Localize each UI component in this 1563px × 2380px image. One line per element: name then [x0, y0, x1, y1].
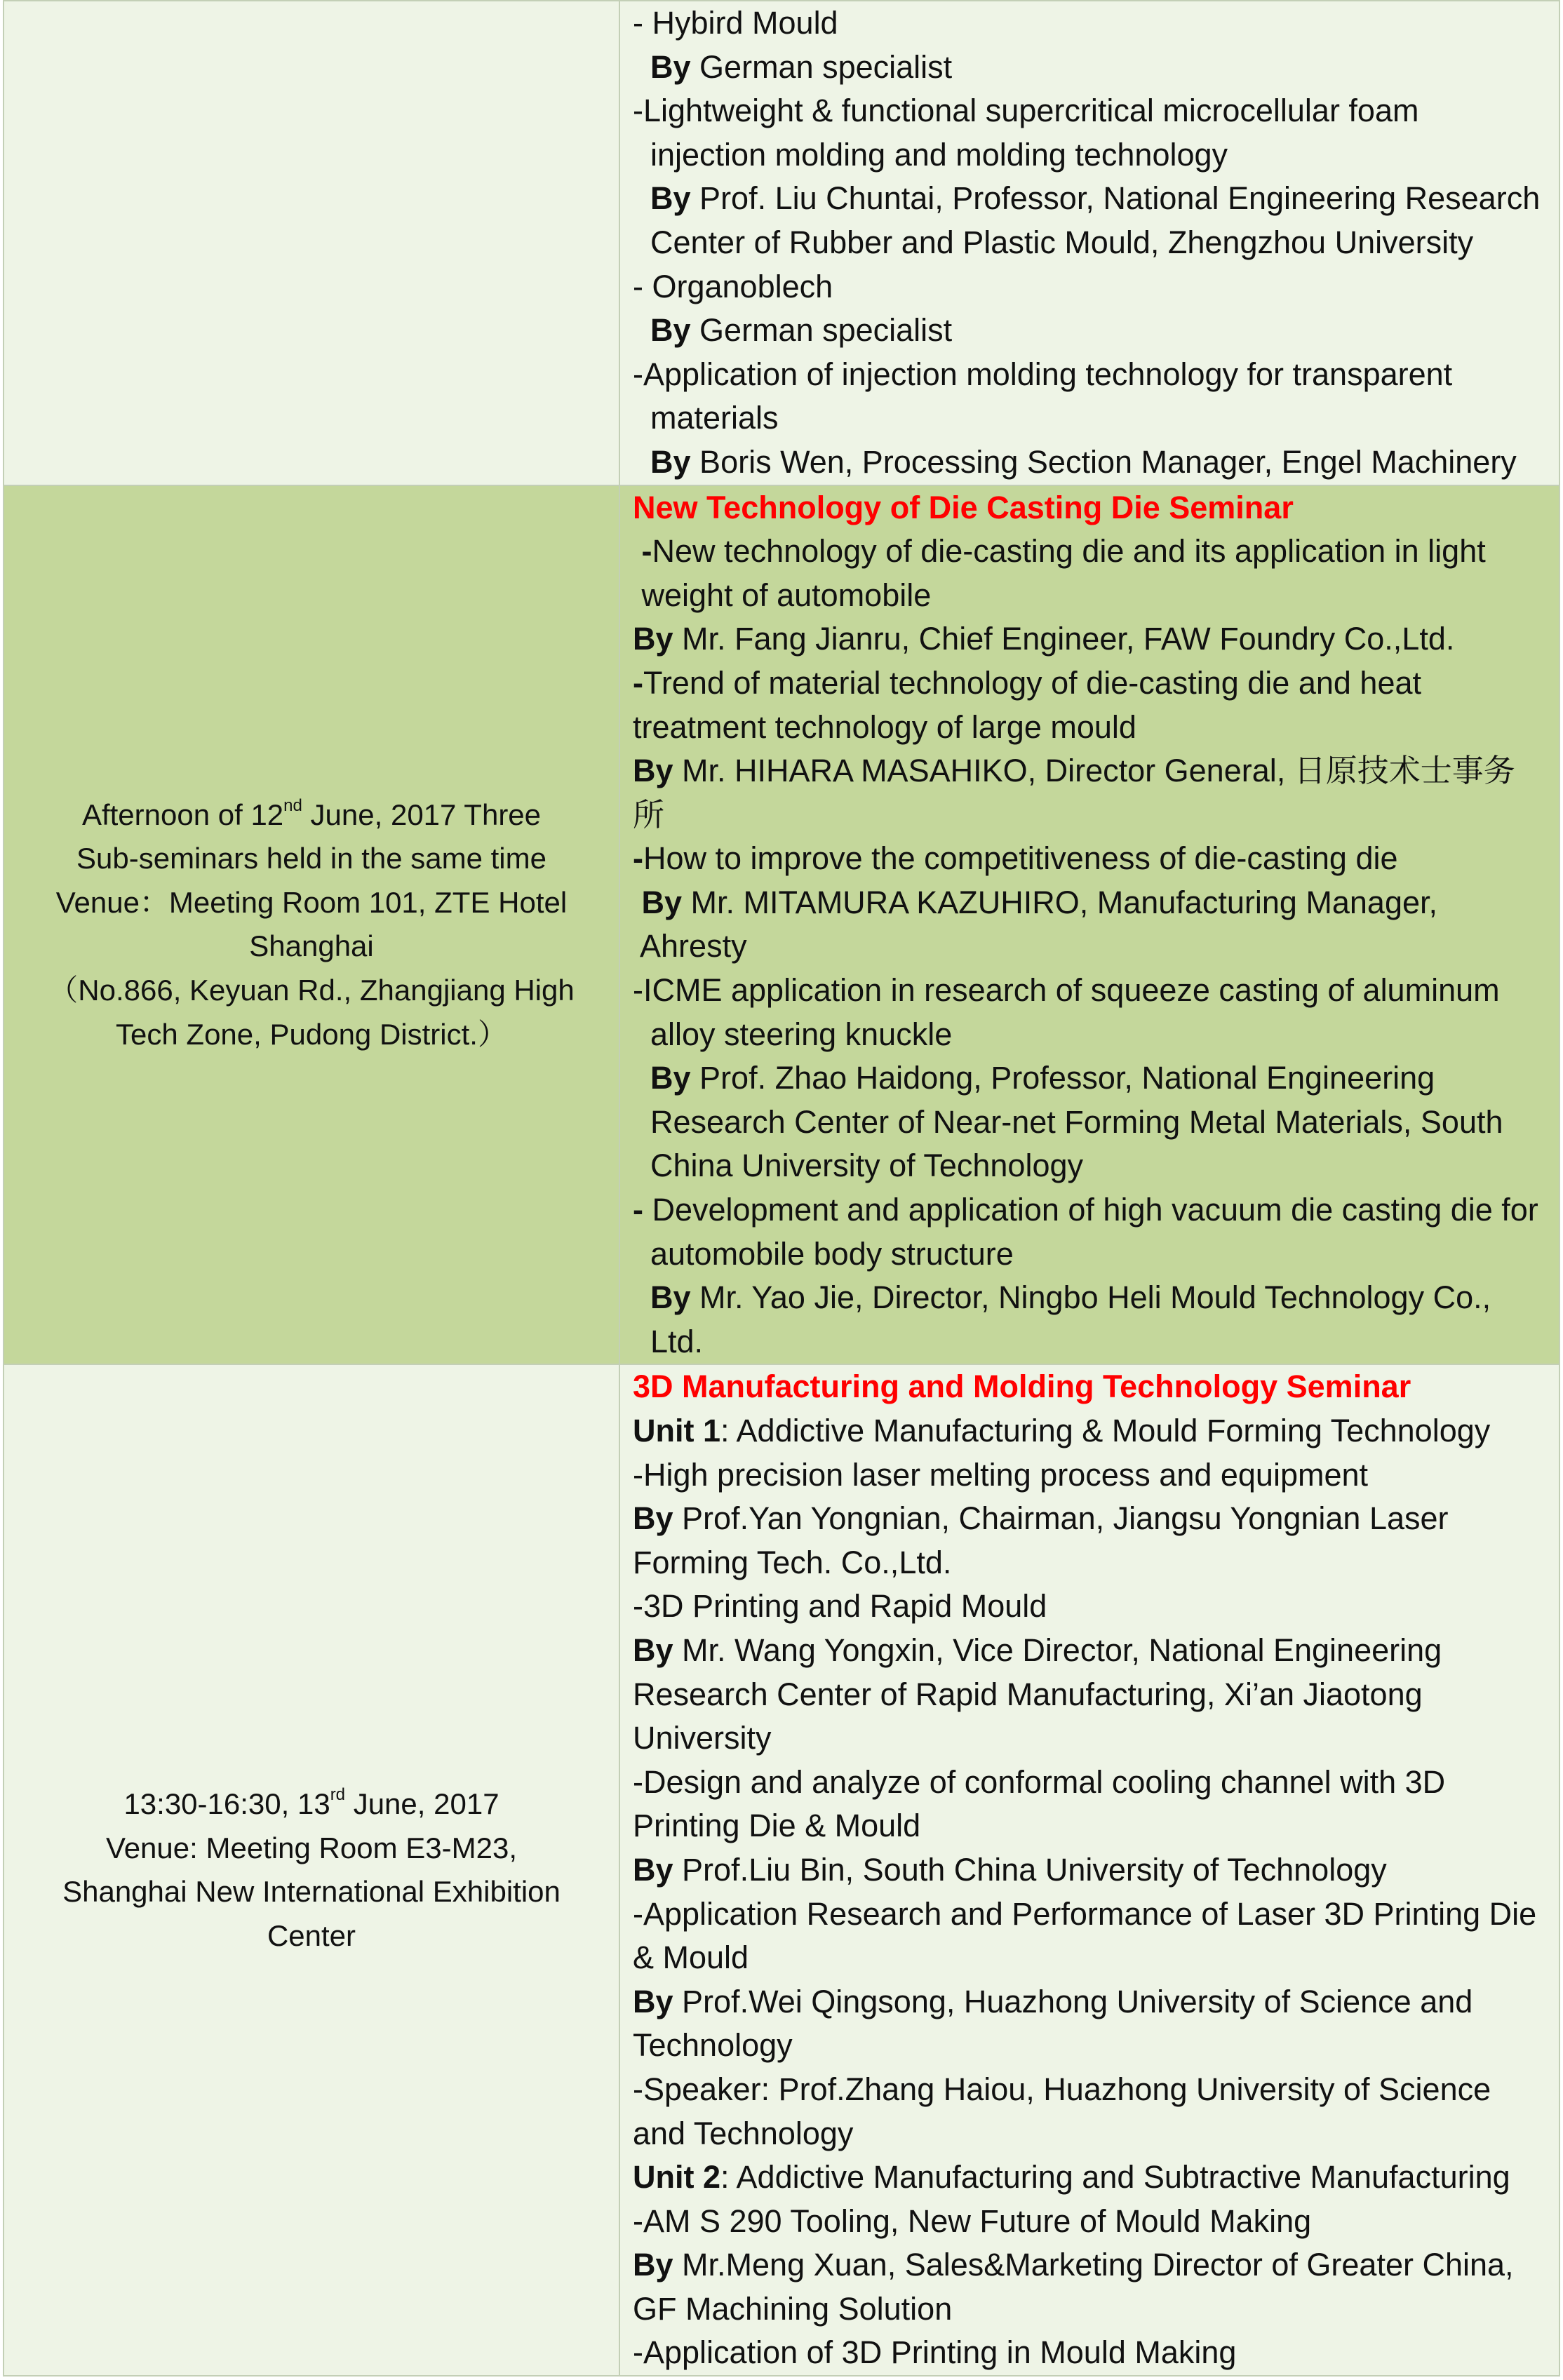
ordinal-suffix: nd [283, 795, 302, 815]
program-line [633, 1980, 1552, 2024]
line-indent [633, 49, 650, 85]
talk-text: German specialist [690, 312, 953, 349]
program-line [633, 177, 1552, 221]
talk-text: & Mould [633, 1939, 749, 1976]
program-line [633, 1453, 1552, 1498]
program-line [633, 1056, 1552, 1101]
talk-text: Ahresty [633, 928, 747, 964]
program-line [633, 2243, 1552, 2287]
talk-text: University [633, 1720, 772, 1756]
line-indent [633, 180, 650, 216]
by-label: By [650, 312, 691, 349]
program-line [633, 574, 1552, 618]
talk-text: -Lightweight & functional supercritical microcellular foam [633, 93, 1419, 129]
by-label: By [633, 1500, 673, 1537]
program-line [633, 1, 1552, 46]
program-line [633, 46, 1552, 90]
seminar-heading: 3D Manufacturing and Molding Technology Seminar [633, 1369, 1411, 1405]
program-line [633, 89, 1552, 133]
program-line [633, 1541, 1552, 1585]
talk-text: Mr. Fang Jianru, Chief Engineer, FAW Foundry Co.,Ltd. [673, 621, 1455, 657]
by-label: By [650, 180, 691, 217]
talk-text: Mr. HIHARA MASAHIKO, Director General, 日原技术士事务 [673, 753, 1515, 789]
talk-text: Research Center of Near-net Forming Metal Materials, South [633, 1103, 1503, 1140]
talk-text: and Technology [633, 2115, 854, 2151]
by-label: By [633, 1983, 673, 2019]
program-line [633, 441, 1552, 485]
program-line [633, 2287, 1552, 2332]
talk-text: : Addictive Manufacturing and Subtractive Manufacturing [720, 2159, 1510, 2196]
talk-text: injection molding and molding technology [633, 136, 1228, 173]
program-line [633, 1936, 1552, 1980]
talk-text: Technology [633, 2027, 793, 2064]
session-info-text: 13:30-16:30, 13 [123, 1787, 330, 1821]
talk-text: Prof.Yan Yongnian, Chairman, Jiangsu Yongnian Laser [673, 1500, 1449, 1537]
talk-text: Forming Tech. Co.,Ltd. [633, 1544, 952, 1580]
unit-label: Unit 1 [633, 1413, 721, 1448]
program-line [633, 1848, 1552, 1892]
session-info-line [11, 1827, 612, 1871]
by-label: By [650, 1279, 691, 1316]
schedule-body [4, 1, 1559, 2376]
bullet-dash: - [633, 664, 643, 701]
talk-text: German specialist [690, 48, 953, 85]
talk-text: Development and application of high vacuum die casting die for [643, 1192, 1538, 1228]
talk-text: Prof.Liu Bin, South China University of Technology [673, 1851, 1387, 1888]
by-label: By [633, 1851, 673, 1888]
session-info-cell [4, 485, 619, 1365]
program-line [633, 1232, 1552, 1277]
session-info-line [11, 925, 612, 969]
program-line [633, 969, 1552, 1013]
talk-text: Prof. Zhao Haidong, Professor, National Engineering [690, 1060, 1435, 1096]
program-line [633, 1409, 1552, 1453]
talk-text: Mr. Yao Jie, Director, Ningbo Heli Mould Technology Co., [690, 1279, 1491, 1316]
program-line [633, 1101, 1552, 1145]
session-info-cell [4, 1364, 619, 2376]
talk-text: treatment technology of large mould [633, 708, 1136, 745]
program-cell [619, 1, 1559, 485]
bullet-dash: - [633, 1192, 643, 1228]
program-line [633, 530, 1552, 574]
program-line [633, 1144, 1552, 1188]
by-label: By [633, 2247, 673, 2283]
program-line [633, 925, 1552, 969]
talk-text: How to improve the competitiveness of die-casting die [643, 840, 1398, 877]
session-info-text: Venue：Meeting Room 101, ZTE Hotel [55, 885, 568, 919]
program-line [633, 1320, 1552, 1364]
talk-text: Mr.Meng Xuan, Sales&Marketing Director of Greater China, [673, 2247, 1514, 2283]
talk-text: Boris Wen, Processing Section Manager, Engel Machinery [690, 443, 1517, 480]
talk-text: Mr. Wang Yongxin, Vice Director, National Engineering [673, 1632, 1442, 1668]
line-indent [633, 885, 642, 920]
talk-text: 所 [633, 796, 665, 833]
program-line [633, 2024, 1552, 2068]
program-line [633, 706, 1552, 750]
schedule-row [4, 1, 1559, 485]
talk-text: weight of automobile [633, 577, 932, 613]
session-info-text: Afternoon of 12 [81, 798, 284, 831]
schedule-row [4, 1364, 1559, 2376]
program-line [633, 1673, 1552, 1717]
session-info-line [11, 837, 612, 881]
talk-text: - Hybird Mould [633, 5, 838, 41]
program-line [633, 837, 1552, 881]
line-indent [633, 312, 650, 348]
session-info-text: Sub-seminars held in the same time [76, 842, 546, 875]
seminar-title [633, 1365, 1552, 1409]
by-label: By [650, 1060, 691, 1096]
session-info-line [11, 1870, 612, 1914]
talk-text: GF Machining Solution [633, 2290, 953, 2327]
program-line [633, 661, 1552, 706]
session-info-text: （No.866, Keyuan Rd., Zhangjiang High [48, 974, 575, 1007]
seminar-heading: New Technology of Die Casting Die Seminar [633, 489, 1294, 525]
talk-text: -Design and analyze of conformal cooling channel with 3D [633, 1763, 1446, 1800]
talk-text: -ICME application in research of squeeze casting of aluminum [633, 972, 1500, 1009]
program-line [633, 2200, 1552, 2244]
talk-text: Center of Rubber and Plastic Mould, Zhengzhou University [633, 224, 1474, 260]
session-info-text: Tech Zone, Pudong District.） [116, 1017, 507, 1051]
program-line [633, 1716, 1552, 1761]
schedule-table [3, 0, 1560, 2376]
talk-text: Mr. MITAMURA KAZUHIRO, Manufacturing Manager, [682, 884, 1438, 920]
session-info-text: Venue: Meeting Room E3-M23, [106, 1831, 517, 1864]
session-info-text: June, 2017 Three [302, 798, 542, 831]
talk-text: - Organoblech [633, 268, 833, 304]
program-line [633, 1497, 1552, 1541]
program-line [633, 133, 1552, 177]
talk-text: Prof. Liu Chuntai, Professor, National Engineering Research [690, 180, 1541, 217]
session-info-text: Shanghai [249, 929, 374, 963]
program-line [633, 396, 1552, 441]
bullet-dash: - [641, 533, 652, 570]
program-cell [619, 1364, 1559, 2376]
talk-text: alloy steering knuckle [633, 1016, 953, 1052]
by-label: By [650, 443, 691, 480]
program-line [633, 1629, 1552, 1673]
program-line [633, 1188, 1552, 1232]
session-info-text: June, 2017 [345, 1787, 499, 1821]
bullet-dash: - [633, 840, 643, 877]
by-label: By [650, 48, 691, 85]
talk-text: -3D Printing and Rapid Mould [633, 1588, 1047, 1625]
session-info-cell [4, 1, 619, 485]
by-label: By [633, 621, 673, 657]
talk-text: -Application of injection molding technology for transparent [633, 356, 1453, 392]
session-info-line [11, 881, 612, 925]
talk-text: : Addictive Manufacturing & Mould Forming Technology [720, 1413, 1491, 1448]
program-line [633, 1804, 1552, 1848]
talk-text: Trend of material technology of die-casting die and heat [643, 664, 1422, 701]
talk-text: New technology of die-casting die and its application in light [652, 533, 1486, 570]
program-line [633, 2331, 1552, 2375]
talk-text: Prof.Wei Qingsong, Huazhong University of Science and [673, 1983, 1473, 2019]
session-info-line [11, 1013, 612, 1057]
talk-text: Printing Die & Mould [633, 1808, 921, 1844]
program-line [633, 221, 1552, 265]
program-line [633, 2156, 1552, 2200]
by-label: By [633, 1632, 673, 1668]
talk-text: -Application Research and Performance of Laser 3D Printing Die [633, 1895, 1537, 1932]
talk-text: materials [633, 400, 779, 436]
line-indent [633, 1060, 650, 1096]
program-line [633, 1761, 1552, 1805]
program-line [633, 881, 1552, 925]
program-line [633, 2112, 1552, 2156]
program-line [633, 1585, 1552, 1629]
talk-text: -Application of 3D Printing in Mould Making [633, 2334, 1237, 2371]
program-line [633, 1276, 1552, 1320]
program-line [633, 1013, 1552, 1057]
talk-text: -High precision laser melting process and equipment [633, 1456, 1369, 1493]
by-label: By [633, 753, 673, 789]
session-info-text: Center [267, 1918, 356, 1952]
program-line [633, 793, 1552, 838]
line-indent [633, 1279, 650, 1315]
program-line [633, 617, 1552, 661]
talk-text: China University of Technology [633, 1148, 1083, 1184]
ordinal-suffix: rd [330, 1785, 346, 1805]
session-info-line [11, 1914, 612, 1958]
seminar-title [633, 486, 1552, 530]
program-line [633, 1892, 1552, 1937]
talk-text: Research Center of Rapid Manufacturing, Xi’an Jiaotong [633, 1676, 1423, 1712]
talk-text: Ltd. [633, 1323, 704, 1359]
session-info-line [11, 793, 612, 838]
talk-text: -AM S 290 Tooling, New Future of Mould Making [633, 2203, 1312, 2239]
session-info-text: Shanghai New International Exhibition [62, 1875, 561, 1909]
session-info-line [11, 1782, 612, 1827]
program-line [633, 353, 1552, 397]
program-line [633, 265, 1552, 309]
line-indent [633, 533, 642, 569]
session-info-line [11, 969, 612, 1013]
program-line [633, 309, 1552, 353]
talk-text: automobile body structure [633, 1235, 1014, 1272]
program-line [633, 749, 1552, 793]
line-indent [633, 444, 650, 480]
by-label: By [641, 884, 683, 920]
program-line [633, 2068, 1552, 2112]
program-cell [619, 485, 1559, 1365]
schedule-row [4, 485, 1559, 1365]
talk-text: -Speaker: Prof.Zhang Haiou, Huazhong University of Science [633, 2071, 1491, 2107]
unit-label: Unit 2 [633, 2159, 721, 2196]
